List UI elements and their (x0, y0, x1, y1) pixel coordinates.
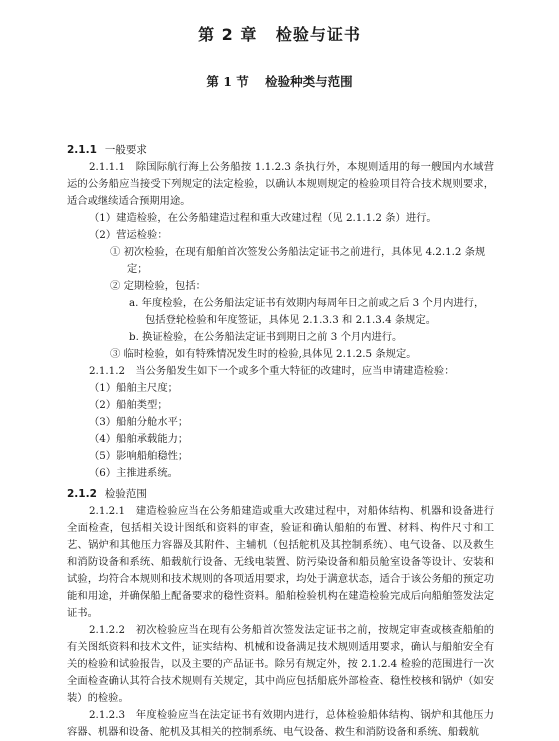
section-2-1-1 (67, 142, 494, 482)
list-item: （3）船舶分舱水平； (89, 416, 189, 428)
list-item: b. 换证检验，在公务船法定证书到期日之前 3 个月内进行。 (129, 331, 403, 343)
paragraph: 2.1.1.1 除国际航行海上公务船按 1.1.2.3 条执行外，本规则适用的每一艘国内水域营运的公务船应当接受下列规定的法定检验，以确认本规则规定的检验项目符合技术规则要求，适合或继续适合预期用途。 (67, 161, 494, 207)
section-number: 第 1 节 (206, 74, 249, 89)
list-item: a. 年度检验，在公务船法定证书有效期内每周年日之前或之后 3 个月内进行，包括登轮检验和年度签证，具体见 2.1.3.3 和 2.1.3.4 条规定。 (129, 297, 485, 326)
list-item: （4）船舶承载能力； (89, 433, 189, 445)
list-item: ② 定期检验，包括： (110, 280, 206, 292)
section-2-1-2 (67, 486, 494, 741)
subsection-heading (67, 142, 494, 159)
list-item: （5）影响船舶稳性； (89, 450, 189, 462)
section-heading (0, 72, 559, 90)
chapter-title: 检验与证书 (275, 25, 361, 44)
list-item: （1）建造检验，在公务船建造过程和重大改建过程（见 2.1.1.2 条）进行。 (89, 212, 437, 224)
list-item: ① 初次检验，在现有船舶首次签发公务船法定证书之前进行，具体见 4.2.1.2 条规定； (110, 246, 486, 275)
list-item: （1）船舶主尺度； (89, 382, 178, 394)
chapter-number: 第 2 章 (198, 25, 258, 44)
list-item: （2）营运检验： (89, 229, 168, 241)
subsection-number: 2.1.1 (67, 144, 97, 156)
subsection-title: 一般要求 (104, 144, 147, 156)
list-item: （2）船舶类型； (89, 399, 168, 411)
paragraph: 2.1.2.3 年度检验应当在法定证书有效期内进行，总体检验船体结构、锅炉和其他压力容器、机器和设备、舵机及其相关的控制系统、电气设备、救生和消防设备和系统、船载航 (67, 709, 494, 738)
paragraph: 2.1.2.2 初次检验应当在现有公务船首次签发法定证书之前，按规定审查或核查船舶的有关图纸资料和技术文件，证实结构、机械和设备满足技术规则适用要求，确认与船舶安全有关的检验和试验报告，以及主要的产品证书。除另有规定外，按 2.1.2.4 检验的范围进行一次全面检查确认其符合技术规则有关规定，其中尚应包括船底外部检查、稳性校核和锅炉（如安装）的检验。 (67, 624, 494, 704)
section-title: 检验种类与范围 (265, 74, 353, 89)
chapter-heading (0, 22, 559, 45)
subsection-heading (67, 486, 494, 503)
subsection-title: 检验范围 (104, 488, 147, 500)
paragraph: 2.1.2.1 建造检验应当在公务船建造或重大改建过程中，对船体结构、机器和设备进行全面检查，包括相关设计图纸和资料的审查，验证和确认船舶的布置、材料、构件尺寸和工艺、锅炉和其他压力容器及其附件、主辅机（包括舵机及其控制系统）、电气设备、以及救生和消防设备和系统、船载航行设备、无线电装置、防污染设备和船员舱室设备等设计、安装和试验，均符合本规则和技术规则的各项适用要求，均处于满意状态，适合于该公务船的预定功能和用途，并确保船上配备要求的稳性资料。船舶检验机构在建造检验完成后向船舶签发法定证书。 (67, 505, 494, 619)
list-item: （6）主推进系统。 (89, 467, 178, 479)
paragraph: 2.1.1.2 当公务船发生如下一个或多个重大特征的改建时，应当申请建造检验： (89, 365, 455, 377)
list-item: ③ 临时检验，如有特殊情况发生时的检验,具体见 2.1.2.5 条规定。 (110, 348, 417, 360)
subsection-number: 2.1.2 (67, 488, 97, 500)
